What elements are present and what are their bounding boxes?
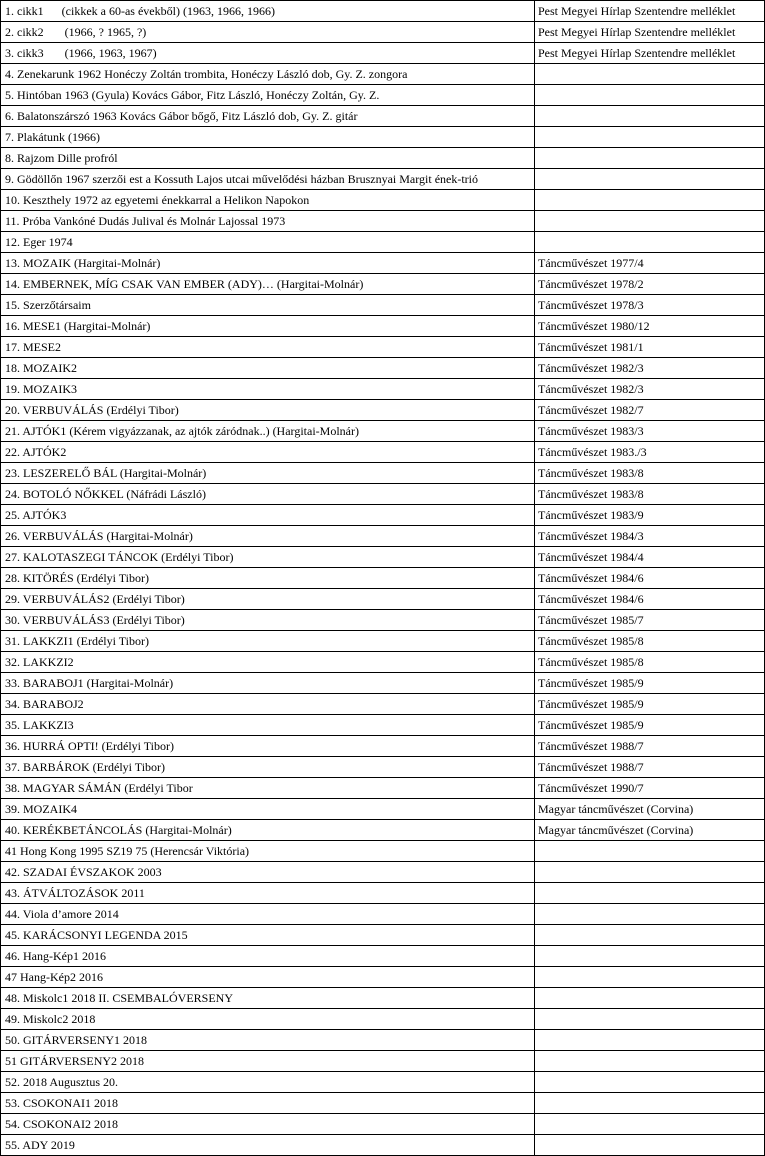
item-title-cell: 20. VERBUVÁLÁS (Erdélyi Tibor) [1,400,535,421]
item-source-cell: Táncművészet 1988/7 [535,757,765,778]
item-title-cell: 25. AJTÓK3 [1,505,535,526]
item-title-cell: 42. SZADAI ÉVSZAKOK 2003 [1,862,535,883]
item-title-cell: 54. CSOKONAI2 2018 [1,1114,535,1135]
item-source-cell: Táncművészet 1983./3 [535,442,765,463]
table-row [1,568,765,589]
table-row [1,400,765,421]
item-title-cell: 41 Hong Kong 1995 SZ19 75 (Herencsár Viktória) [1,841,535,862]
table-row [1,316,765,337]
item-source-cell: Táncművészet 1982/7 [535,400,765,421]
item-title-cell: 1. cikk1 (cikkek a 60-as évekből) (1963, 1966, 1966) [1,1,535,22]
item-title-cell: 6. Balatonszárszó 1963 Kovács Gábor bőgő, Fitz László dob, Gy. Z. gitár [1,106,535,127]
item-title-cell: 47 Hang-Kép2 2016 [1,967,535,988]
item-title-cell: 3. cikk3 (1966, 1963, 1967) [1,43,535,64]
item-title-cell: 55. ADY 2019 [1,1135,535,1156]
item-title-cell: 50. GITÁRVERSENY1 2018 [1,1030,535,1051]
table-row [1,1135,765,1156]
item-title-cell: 36. HURRÁ OPTI! (Erdélyi Tibor) [1,736,535,757]
table-row [1,1114,765,1135]
item-source-cell [535,1114,765,1135]
item-title-cell: 44. Viola d’amore 2014 [1,904,535,925]
table-row [1,757,765,778]
table-row [1,442,765,463]
table-row [1,820,765,841]
item-source-cell: Táncművészet 1981/1 [535,337,765,358]
table-row [1,736,765,757]
table-row [1,505,765,526]
item-source-cell [535,946,765,967]
table-row [1,106,765,127]
table-row [1,85,765,106]
item-title-cell: 19. MOZAIK3 [1,379,535,400]
item-source-cell: Pest Megyei Hírlap Szentendre melléklet [535,22,765,43]
item-title-cell: 11. Próba Vankóné Dudás Julival és Molnár Lajossal 1973 [1,211,535,232]
item-source-cell: Táncművészet 1985/8 [535,652,765,673]
item-title-cell: 28. KITÖRÉS (Erdélyi Tibor) [1,568,535,589]
item-source-cell [535,1051,765,1072]
item-title-cell: 52. 2018 Augusztus 20. [1,1072,535,1093]
table-row [1,1051,765,1072]
table-row [1,589,765,610]
item-source-cell [535,1135,765,1156]
table-row [1,631,765,652]
table-row [1,295,765,316]
item-title-cell: 14. EMBERNEK, MÍG CSAK VAN EMBER (ADY)… (Hargitai-Molnár) [1,274,535,295]
item-title-cell: 49. Miskolc2 2018 [1,1009,535,1030]
table-row [1,358,765,379]
table-row [1,337,765,358]
item-source-cell: Pest Megyei Hírlap Szentendre melléklet [535,43,765,64]
item-title-cell: 8. Rajzom Dille profról [1,148,535,169]
item-source-cell [535,967,765,988]
item-source-cell [535,925,765,946]
item-source-cell [535,1093,765,1114]
item-source-cell [535,862,765,883]
table-row [1,127,765,148]
item-title-cell: 46. Hang-Kép1 2016 [1,946,535,967]
item-title-cell: 40. KERÉKBETÁNCOLÁS (Hargitai-Molnár) [1,820,535,841]
item-title-cell: 16. MESE1 (Hargitai-Molnár) [1,316,535,337]
table-row [1,946,765,967]
item-title-cell: 23. LESZERELŐ BÁL (Hargitai-Molnár) [1,463,535,484]
item-source-cell: Táncművészet 1984/6 [535,589,765,610]
table-row [1,43,765,64]
item-title-cell: 51 GITÁRVERSENY2 2018 [1,1051,535,1072]
item-title-cell: 48. Miskolc1 2018 II. CSEMBALÓVERSENY [1,988,535,1009]
item-title-cell: 5. Hintóban 1963 (Gyula) Kovács Gábor, Fitz László, Honéczy Zoltán, Gy. Z. [1,85,535,106]
table-row [1,904,765,925]
item-title-cell: 4. Zenekarunk 1962 Honéczy Zoltán trombita, Honéczy László dob, Gy. Z. zongora [1,64,535,85]
item-title-cell: 29. VERBUVÁLÁS2 (Erdélyi Tibor) [1,589,535,610]
item-source-cell: Táncművészet 1982/3 [535,379,765,400]
item-source-cell: Táncművészet 1983/9 [535,505,765,526]
item-title-cell: 12. Eger 1974 [1,232,535,253]
item-source-cell: Táncművészet 1978/2 [535,274,765,295]
table-row [1,862,765,883]
item-title-cell: 37. BARBÁROK (Erdélyi Tibor) [1,757,535,778]
table-row [1,925,765,946]
item-title-cell: 34. BARABOJ2 [1,694,535,715]
item-title-cell: 30. VERBUVÁLÁS3 (Erdélyi Tibor) [1,610,535,631]
item-title-cell: 9. Gödöllőn 1967 szerzői est a Kossuth Lajos utcai művelődési házban Brusznyai Margit ének-trió [1,169,535,190]
item-source-cell: Táncművészet 1977/4 [535,253,765,274]
item-source-cell: Táncművészet 1985/7 [535,610,765,631]
item-title-cell: 22. AJTÓK2 [1,442,535,463]
item-source-cell [535,1030,765,1051]
item-source-cell [535,211,765,232]
item-source-cell: Táncművészet 1988/7 [535,736,765,757]
table-row [1,547,765,568]
item-source-cell: Táncművészet 1978/3 [535,295,765,316]
table-row [1,148,765,169]
item-title-cell: 10. Keszthely 1972 az egyetemi énekkarral a Helikon Napokon [1,190,535,211]
table-row [1,610,765,631]
item-source-cell [535,883,765,904]
table-row [1,484,765,505]
item-title-cell: 24. BOTOLÓ NŐKKEL (Náfrádi László) [1,484,535,505]
table-row [1,841,765,862]
item-title-cell: 18. MOZAIK2 [1,358,535,379]
item-source-cell [535,190,765,211]
item-source-cell [535,127,765,148]
item-source-cell [535,232,765,253]
table-row [1,883,765,904]
item-title-cell: 17. MESE2 [1,337,535,358]
item-source-cell: Táncművészet 1983/3 [535,421,765,442]
item-title-cell: 31. LAKKZI1 (Erdélyi Tibor) [1,631,535,652]
table-row [1,1093,765,1114]
item-source-cell [535,1009,765,1030]
item-source-cell [535,148,765,169]
item-source-cell: Táncművészet 1985/9 [535,694,765,715]
table-row [1,673,765,694]
item-title-cell: 15. Szerzőtársaim [1,295,535,316]
table-row [1,1072,765,1093]
table-row [1,694,765,715]
table-row [1,988,765,1009]
table-row [1,253,765,274]
item-source-cell: Táncművészet 1990/7 [535,778,765,799]
item-source-cell: Táncművészet 1982/3 [535,358,765,379]
item-title-cell: 26. VERBUVÁLÁS (Hargitai-Molnár) [1,526,535,547]
item-source-cell: Pest Megyei Hírlap Szentendre melléklet [535,1,765,22]
item-source-cell [535,1072,765,1093]
table-row [1,1009,765,1030]
item-source-cell [535,85,765,106]
item-source-cell [535,169,765,190]
table-row [1,526,765,547]
item-title-cell: 45. KARÁCSONYI LEGENDA 2015 [1,925,535,946]
item-title-cell: 39. MOZAIK4 [1,799,535,820]
item-title-cell: 43. ÁTVÁLTOZÁSOK 2011 [1,883,535,904]
table-row [1,211,765,232]
item-source-cell [535,106,765,127]
item-source-cell: Táncművészet 1980/12 [535,316,765,337]
table-row [1,652,765,673]
item-title-cell: 33. BARABOJ1 (Hargitai-Molnár) [1,673,535,694]
table-row [1,967,765,988]
table-row [1,232,765,253]
item-source-cell [535,64,765,85]
item-source-cell: Magyar táncművészet (Corvina) [535,799,765,820]
item-source-cell: Táncművészet 1983/8 [535,463,765,484]
item-source-cell: Táncművészet 1984/3 [535,526,765,547]
item-source-cell: Táncművészet 1983/8 [535,484,765,505]
table-row [1,715,765,736]
table-row [1,421,765,442]
item-source-cell: Táncművészet 1985/9 [535,715,765,736]
table-row [1,1030,765,1051]
item-source-cell [535,904,765,925]
item-source-cell: Táncművészet 1985/9 [535,673,765,694]
table-row [1,463,765,484]
table-row [1,274,765,295]
table-row [1,64,765,85]
table-row [1,169,765,190]
table-row [1,190,765,211]
item-source-cell: Magyar táncművészet (Corvina) [535,820,765,841]
item-source-cell: Táncművészet 1984/4 [535,547,765,568]
table-row [1,22,765,43]
item-title-cell: 35. LAKKZI3 [1,715,535,736]
item-title-cell: 21. AJTÓK1 (Kérem vigyázzanak, az ajtók záródnak..) (Hargitai-Molnár) [1,421,535,442]
item-title-cell: 53. CSOKONAI1 2018 [1,1093,535,1114]
item-source-cell: Táncművészet 1985/8 [535,631,765,652]
item-source-cell [535,841,765,862]
document-table-body [1,1,765,1156]
item-title-cell: 32. LAKKZI2 [1,652,535,673]
item-title-cell: 13. MOZAIK (Hargitai-Molnár) [1,253,535,274]
item-source-cell: Táncművészet 1984/6 [535,568,765,589]
table-row [1,799,765,820]
item-title-cell: 2. cikk2 (1966, ? 1965, ?) [1,22,535,43]
item-title-cell: 27. KALOTASZEGI TÁNCOK (Erdélyi Tibor) [1,547,535,568]
item-source-cell [535,988,765,1009]
table-row [1,1,765,22]
item-title-cell: 38. MAGYAR SÁMÁN (Erdélyi Tibor [1,778,535,799]
table-row [1,379,765,400]
table-row [1,778,765,799]
item-title-cell: 7. Plakátunk (1966) [1,127,535,148]
